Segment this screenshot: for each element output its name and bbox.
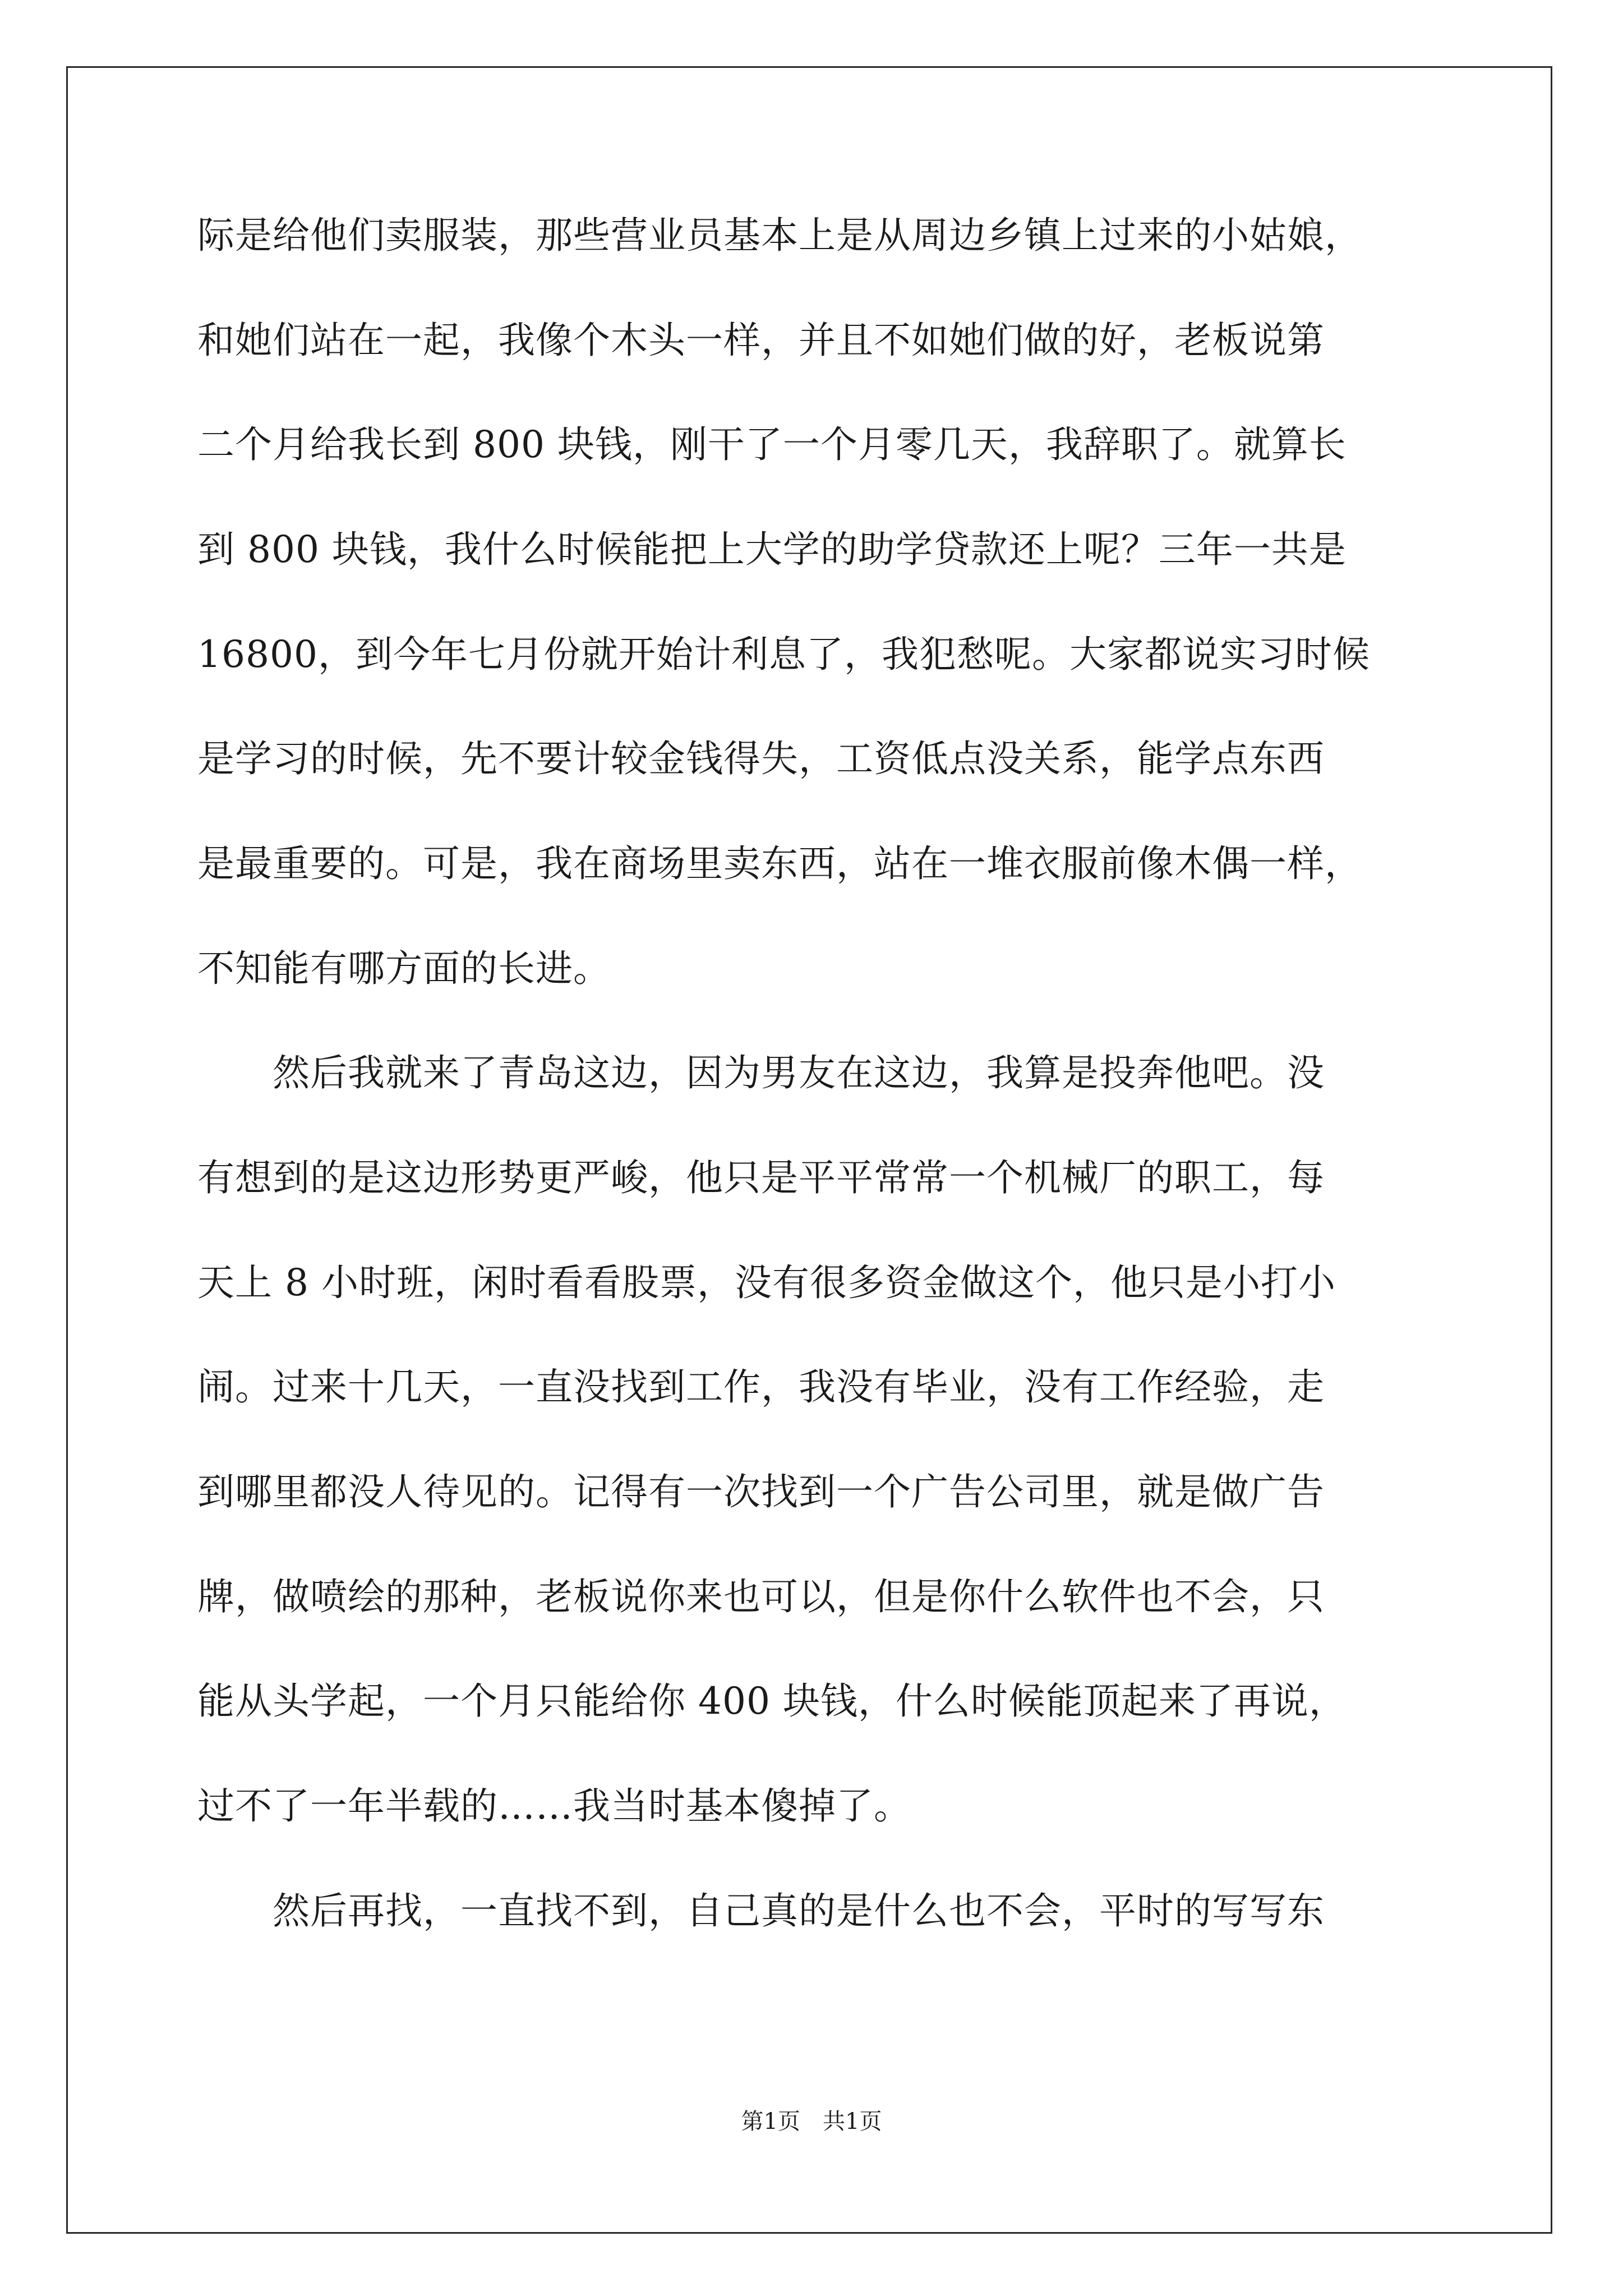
text-line: 牌，做喷绘的那种，老板说你来也可以，但是你什么软件也不会，只 (197, 1575, 1325, 1618)
text-line: 和她们站在一起，我像个木头一样，并且不如她们做的好，老板说第 (197, 319, 1325, 362)
text-line: 到哪里都没人待见的。记得有一次找到一个广告公司里，就是做广告 (197, 1470, 1325, 1513)
text-line: 际是给他们卖服装，那些营业员基本上是从周边乡镇上过来的小姑娘， (197, 214, 1362, 257)
text-line: 能从头学起，一个月只能给你 400 块钱，什么时候能顶起来了再说， (197, 1680, 1347, 1723)
text-line: 到 800 块钱，我什么时候能把上大学的助学贷款还上呢？三年一共是 (197, 528, 1347, 571)
text-line: 然后再找，一直找不到，自己真的是什么也不会，平时的写写东 (197, 1889, 1325, 1932)
text-line: 16800，到今年七月份就开始计利息了，我犯愁呢。大家都说实习时候 (197, 633, 1370, 676)
text-line: 过不了一年半载的……我当时基本傻掉了。 (197, 1784, 911, 1828)
text-line: 有想到的是这边形势更严峻，他只是平平常常一个机械厂的职工，每 (197, 1156, 1325, 1199)
text-line: 二个月给我长到 800 块钱，刚干了一个月零几天，我辞职了。就算长 (197, 423, 1347, 466)
text-line: 是最重要的。可是，我在商场里卖东西，站在一堆衣服前像木偶一样， (197, 842, 1362, 885)
text-line: 不知能有哪方面的长进。 (197, 947, 611, 990)
text-line: 是学习的时候，先不要计较金钱得失，工资低点没关系，能学点东西 (197, 737, 1325, 780)
text-line: 然后我就来了青岛这边，因为男友在这边，我算是投奔他吧。没 (197, 1051, 1325, 1094)
page-footer: 第1页 共1页 (741, 2109, 882, 2134)
text-line: 闹。过来十几天，一直没找到工作，我没有毕业，没有工作经验，走 (197, 1365, 1325, 1409)
text-line: 天上 8 小时班，闲时看看股票，没有很多资金做这个，他只是小打小 (197, 1261, 1336, 1304)
